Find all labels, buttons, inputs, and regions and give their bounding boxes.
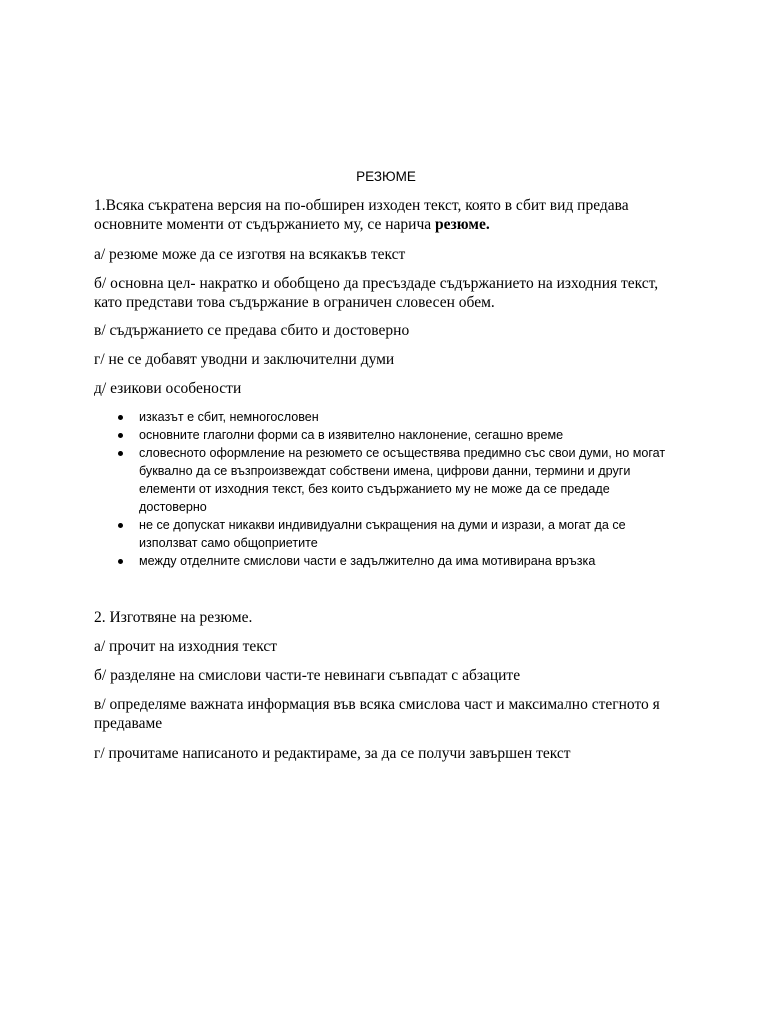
item-g: г/ не се добавят уводни и заключителни думи	[94, 351, 395, 368]
bullet-text: между отделните смислови части е задължително да има мотивирана връзка	[139, 554, 596, 568]
step-a: а/ прочит на изходния текст	[94, 638, 278, 655]
intro-text: 1.Всяка съкратена версия на по-обширен изходен текст, която в сбит вид предава основните моменти от съдържанието му, се нарича	[94, 197, 629, 233]
bullet-dot-icon	[118, 523, 123, 528]
bullet-item	[116, 408, 676, 426]
item-a: а/ резюме може да се изготвя на всякакъв текст	[94, 246, 406, 263]
bullet-dot-icon	[118, 415, 123, 420]
bullet-dot-icon	[118, 433, 123, 438]
language-features-list	[116, 408, 676, 570]
bullet-text: основните глаголни форми са в изявително наклонение, сегашно време	[139, 428, 564, 442]
bullet-text: изказът е сбит, немногословен	[139, 410, 319, 424]
intro-paragraph	[94, 196, 684, 234]
step-v: в/ определяме важната информация във всяка смислова част и максимално стегното я предаваме	[94, 696, 660, 732]
bullet-item	[116, 552, 676, 570]
step-g: г/ прочитаме написаното и редактираме, за да се получи завършен текст	[94, 745, 571, 762]
intro-bold-term: резюме.	[435, 216, 490, 233]
bullet-text: не се допускат никакви индивидуални съкращения на думи и изрази, а могат да се използват само общоприетите	[139, 518, 626, 550]
section2-heading: 2. Изготвяне на резюме.	[94, 609, 253, 626]
bullet-dot-icon	[118, 559, 123, 564]
bullet-text: словесното оформление на резюмето се осъществява предимно със свои думи, но могат буквално да се възпроизвеждат собствени имена, цифрови данни, термини и други елементи от изходния текст, без които съдържанието му не може да се предаде достоверно	[139, 446, 666, 514]
bullet-item	[116, 444, 676, 516]
item-v: в/ съдържанието се предава сбито и достоверно	[94, 322, 410, 339]
bullet-item	[116, 516, 676, 552]
bullet-item	[116, 426, 676, 444]
item-d: д/ езикови особености	[94, 380, 242, 397]
document-title: РЕЗЮМЕ	[356, 169, 416, 184]
bullet-dot-icon	[118, 451, 123, 456]
item-b: б/ основна цел- накратко и обобщено да пресъздаде съдържанието на изходния текст, като представи това съдържание в ограничен словесен обем.	[94, 275, 659, 311]
step-b: б/ разделяне на смислови части-те невинаги съвпадат с абзаците	[94, 667, 521, 684]
